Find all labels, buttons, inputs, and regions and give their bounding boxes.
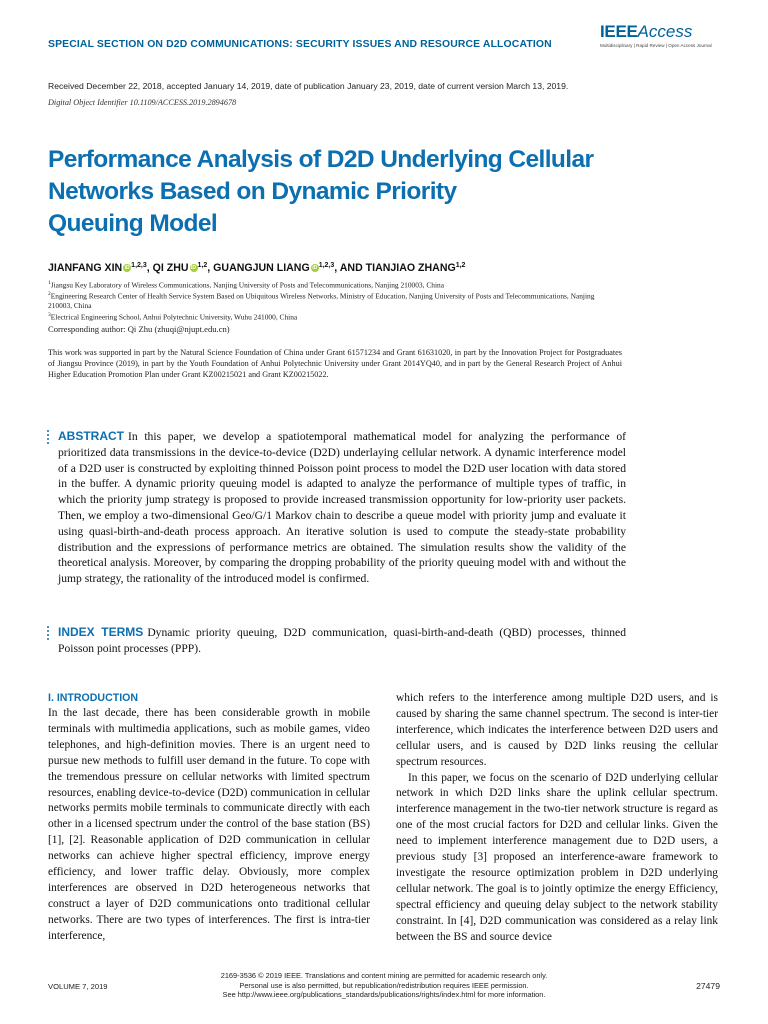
received-dates: Received December 22, 2018, accepted January 14, 2019, date of publication January 23, 2019, date of current version March 13, 2019. [48,81,569,91]
abstract-heading: ABSTRACT [58,429,124,443]
page-header [48,22,720,62]
author-name: JIANFANG XIN [48,262,123,274]
abstract [58,429,626,587]
author-affil-sup: 1,2,3 [131,262,147,269]
affiliation-text: Jiangsu Key Laboratory of Wireless Communications, Nanjing University of Posts and Telecommunications, Nanjing 210003, China [50,280,444,290]
affiliation-num: 1 [48,280,51,286]
copyright-notice [160,971,608,1000]
title-line: Networks Based on Dynamic Priority [48,178,457,205]
author-name: QI ZHU [152,262,189,274]
intro-paragraph: In this paper, we focus on the scenario of D2D underlying cellular network in which D2D links share the uplink cellular spectrum. interference management in the two-tier network structure is regard as one of the most crucial factors for D2D and cellular links. Given the need to implement interference management due to D2D users, a previous study [3] proposed an interference-aware framework to investigate the resource optimization problem in D2D underlying cellular network. The goal is to jointly optimize the energy Efficiency, spectral efficiency and queuing delay subject to the network stability constraint. In [4], D2D communication was considered as a relay link between the BS and source device [396,771,718,943]
copyright-line: Personal use is also permitted, but republication/redistribution requires IEEE permission. [239,980,529,990]
intro-paragraph: which refers to the interference among multiple D2D users, and is caused by sharing the same channel spectrum. The second is inter-tier interference, which indicates the interference between D2D users and cellular users, and is caused by D2D links reusing the cellular spectrum resources. [396,692,718,768]
logo-ieee-text: IEEE [600,22,638,41]
special-section-title: SPECIAL SECTION ON D2D COMMUNICATIONS: SECURITY ISSUES AND RESOURCE ALLOCATION [48,39,552,50]
orcid-icon[interactable]: iD [191,265,197,271]
section-heading-introduction: I. INTRODUCTION [48,692,139,704]
abstract-text: In this paper, we develop a spatiotemporal mathematical model for analyzing the performance of prioritized data transmissions in the device-to-device (D2D) underlaying cellular network. A dynamic interference model of a D2D user is constructed by exploiting thinned Poisson point process to model the D2D user location with data stored in the buffer. A dynamic priority queuing model is adapted to analyze the performance of multiple types of traffic, in which the priority jump strategy is proposed to provide increased transmission opportunity for low-priority user packets. Then, we employ a two-dimensional Geo/G/1 Markov chain to describe a queue model with priority jump and evaluate it using quasi-birth-and-death process approach. An iterative solution is used to compute the steady-state probability distribution and the expressions of performance metrics are obtained. The simulation results show the validity of the theoretical analysis. Moreover, by comparing the dropping probability of the priority queuing model with and without the jump strategy, the rationality of the introduced model is confirmed. [58,430,626,586]
title-line: Queuing Model [48,210,218,237]
author-affil-sup: 1,2 [197,262,208,269]
author-separator: , [146,262,153,274]
ieee-access-logo [600,22,720,48]
index-terms-marker-icon [47,626,51,642]
title-line: Performance Analysis of D2D Underlying Cellular [48,146,594,173]
abstract-marker-icon [47,430,51,446]
affiliation-text: Engineering Research Center of Health Service System Based on Ubiquitous Wireless Networks, Ministry of Education, Nanjing University of Posts and Telecommunications, Nanjing 210003, China [48,291,595,311]
affiliation-num: 2 [48,291,51,298]
index-terms-heading: INDEX TERMS [58,625,144,639]
corresponding-author: Corresponding author: Qi Zhu (zhuqi@njupt.edu.cn) [48,324,230,334]
logo-tagline: Multidisciplinary | Rapid Review | Open Access Journal [600,43,712,48]
paper-title [48,144,668,240]
affiliation-text: Electrical Engineering School, Anhui Polytechnic University, Wuhu 241000, China [50,312,298,322]
author-affil-sup: 1,2,3 [318,262,335,269]
orcid-icon[interactable]: iD [124,265,130,271]
author-name: TIANJIAO ZHANG [365,262,456,274]
author-name: GUANGJUN LIANG [213,262,310,274]
author-separator: , AND [334,262,366,274]
author-list [48,262,465,274]
affiliation [48,290,608,311]
right-column [396,691,718,946]
copyright-line: 2169-3536 © 2019 IEEE. Translations and content mining are permitted for academic research only. [220,971,548,980]
author-separator: , [207,262,214,274]
funding-note: This work was supported in part by the Natural Science Foundation of China under Grant 61571234 and Grant 61631020, in part by the Innovation Project for Postgraduates of Jiangsu Province (2019), in part by the Youth Foundation of Anhui Polytechnic University under Grant 2014YQ40, and in part by the General Research Project of Anhui Higher Education Promotion Plan under Grant KZ00215021 and Grant KZ00215022. [48,348,622,380]
doi: Digital Object Identifier 10.1109/ACCESS.2019.2894678 [48,98,237,107]
page-number: 27479 [696,981,720,991]
affiliation [48,311,608,322]
index-terms [58,625,626,657]
left-column [48,691,370,945]
author-affil-sup: 1,2 [455,262,466,269]
orcid-icon[interactable]: iD [312,265,318,271]
affiliation-num: 3 [48,311,51,318]
affiliations [48,279,608,322]
copyright-line[interactable]: See http://www.ieee.org/publications_standards/publications/rights/index.html for more information. [222,990,546,1000]
affiliation [48,279,608,290]
logo-access-text: Access [637,22,693,41]
index-terms-text: Dynamic priority queuing, D2D communication, quasi-birth-and-death (QBD) processes, thinned Poisson point processes (PPP). [58,626,627,655]
volume-label: VOLUME 7, 2019 [48,982,108,991]
intro-paragraph: In the last decade, there has been considerable growth in mobile terminals with multimedia applications, such as mobile games, video telephones, and high-definition movies. There is an urgent need to pursue new methods to fulfill user demand in the future. To cope with the tremendous pressure on cellular networks with limited spectrum resources, enabling device-to-device (D2D) communication in cellular networks permits mobile terminals to communicate directly with each other in a licensed spectrum under the control of the base station (BS) [1], [2]. Reasonable application of D2D communication in cellular networks can achieve higher spectral efficiency, improve energy efficiency, and lower traffic delay. Obviously, more complex interferences are observed in D2D heterogeneous networks that construct a layer of D2D communications onto traditional cellular networks. There are two types of interferences. The first is intra-tier interference, [48,707,370,942]
